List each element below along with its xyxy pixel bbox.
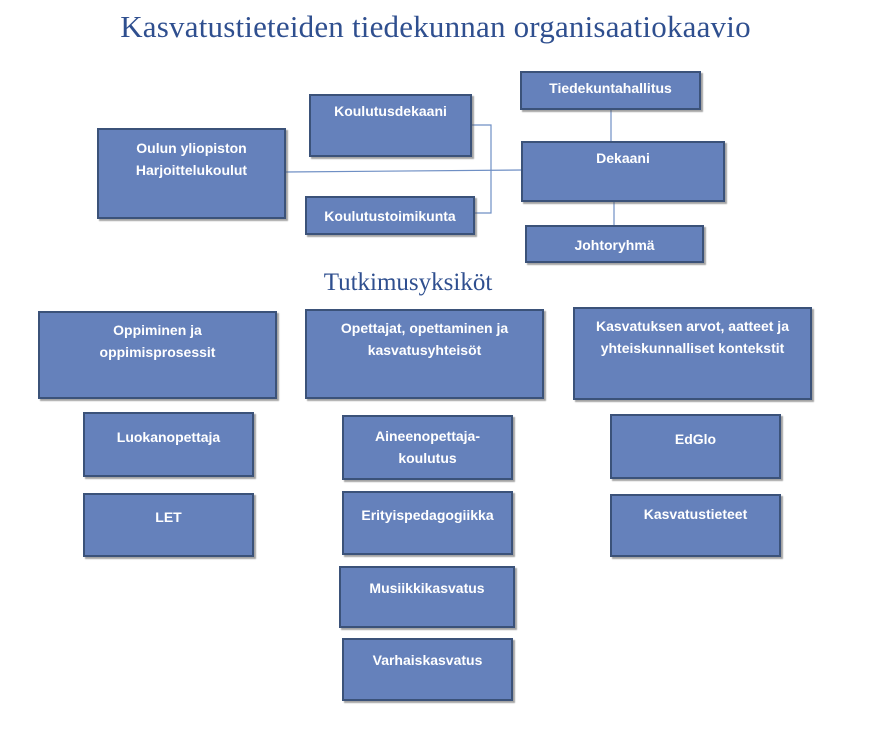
subunit-kasvatustieteet: Kasvatustieteet [610,494,781,557]
subunit-musiikkikasvatus: Musiikkikasvatus [339,566,515,628]
research-unit-opettajat: Opettajat, opettaminen ja kasvatusyhteisöt [305,309,544,399]
subunit-erityispedagogiikka: Erityispedagogiikka [342,491,513,555]
harjoittelukoulut-box: Oulun yliopiston Harjoittelukoulut [97,128,286,219]
subunit-luokanopettaja: Luokanopettaja [83,412,254,477]
johtoryhma-box: Johtoryhmä [525,225,704,263]
connector-harjoittelukoulut-dekaani [285,170,522,172]
koulutusdekaani-box: Koulutusdekaani [309,94,472,157]
research-units-heading: Tutkimusyksiköt [323,269,493,296]
subunit-aineenopettajakoulutus: Aineenopettaja- koulutus [342,415,513,480]
research-unit-kasvatuksen-arvot: Kasvatuksen arvot, aatteet ja yhteiskunnalliset kontekstit [573,307,812,400]
subunit-let: LET [83,493,254,557]
subunit-varhaiskasvatus: Varhaiskasvatus [342,638,513,701]
subunit-edglo: EdGlo [610,414,781,479]
koulutustoimikunta-box: Koulutustoimikunta [305,196,475,235]
research-unit-oppiminen: Oppiminen ja oppimisprosessit [38,311,277,399]
chart-title: Kasvatustieteiden tiedekunnan organisaatiokaavio [120,9,751,44]
tiedekuntahallitus-box: Tiedekuntahallitus [520,71,701,110]
dekaani-box: Dekaani [521,141,725,202]
